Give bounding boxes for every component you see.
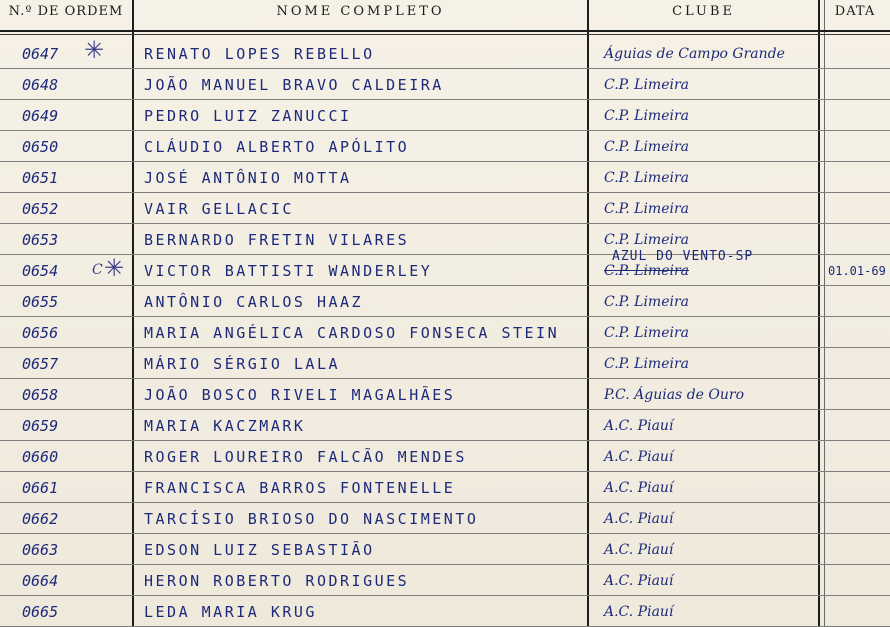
entry-number: 0662 xyxy=(22,510,59,528)
entry-number: 0664 xyxy=(22,572,59,590)
entry-number: 0655 xyxy=(22,293,59,311)
entry-name: MÁRIO SÉRGIO LALA xyxy=(144,355,341,373)
entry-name: VAIR GELLACIC xyxy=(144,200,294,218)
header-ordem: N.º DE ORDEM xyxy=(8,4,124,19)
entry-number: 0653 xyxy=(22,231,59,249)
row-rule xyxy=(0,502,890,503)
entry-club: A.C. Piauí xyxy=(604,418,674,434)
entry-number: 0658 xyxy=(22,386,59,404)
entry-name: HERON ROBERTO RODRIGUES xyxy=(144,572,410,590)
entry-club: C.P. Limeira xyxy=(604,294,689,310)
entry-name: BERNARDO FRETIN VILARES xyxy=(144,231,410,249)
entry-number: 0652 xyxy=(22,200,59,218)
row-rule xyxy=(0,440,890,441)
entry-number: 0661 xyxy=(22,479,59,497)
row-rule xyxy=(0,595,890,596)
row-rule xyxy=(0,130,890,131)
entry-number: 0649 xyxy=(22,107,59,125)
entry-number: 0659 xyxy=(22,417,59,435)
entry-date: 01.01-69 xyxy=(828,264,886,278)
row-rule xyxy=(0,316,890,317)
entry-name: FRANCISCA BARROS FONTENELLE xyxy=(144,479,456,497)
row-rule xyxy=(0,99,890,100)
row-rule xyxy=(0,68,890,69)
entry-number: 0665 xyxy=(22,603,59,621)
entry-name: RENATO LOPES REBELLO xyxy=(144,45,375,63)
entry-club: A.C. Piauí xyxy=(604,449,674,465)
entry-number: 0657 xyxy=(22,355,59,373)
club-overwrite-note: AZUL DO VENTO-SP xyxy=(612,249,754,264)
entry-number: 0660 xyxy=(22,448,59,466)
entry-number: 0651 xyxy=(22,169,59,187)
row-rule xyxy=(0,564,890,565)
entry-number: 0656 xyxy=(22,324,59,342)
entry-number: 0654 xyxy=(22,262,59,280)
entry-club: C.P. Limeira xyxy=(604,77,689,93)
entry-name: EDSON LUIZ SEBASTIÃO xyxy=(144,541,375,559)
entry-name: MARIA KACZMARK xyxy=(144,417,306,435)
entry-name: ROGER LOUREIRO FALCÃO MENDES xyxy=(144,448,467,466)
entry-club: A.C. Piauí xyxy=(604,604,674,620)
entry-club: A.C. Piauí xyxy=(604,480,674,496)
entry-club: P.C. Águias de Ouro xyxy=(604,387,745,403)
entry-club: C.P. Limeira xyxy=(604,356,689,372)
header-clube: CLUBE xyxy=(672,4,735,19)
entry-number: 0647 xyxy=(22,45,59,63)
entry-name: JOÃO BOSCO RIVELI MAGALHÃES xyxy=(144,386,456,404)
entry-club: A.C. Piauí xyxy=(604,542,674,558)
entry-club: A.C. Piauí xyxy=(604,511,674,527)
entry-name: LEDA MARIA KRUG xyxy=(144,603,317,621)
margin-mark: C xyxy=(92,262,103,278)
asterisk-star-icon: ✳ xyxy=(84,36,105,64)
row-rule xyxy=(0,409,890,410)
row-rule xyxy=(0,285,890,286)
entry-club: C.P. Limeira xyxy=(604,108,689,124)
entry-club: C.P. Limeira xyxy=(604,325,689,341)
row-rule xyxy=(0,347,890,348)
entry-name: VICTOR BATTISTI WANDERLEY xyxy=(144,262,433,280)
row-rule xyxy=(0,161,890,162)
entry-name: TARCÍSIO BRIOSO DO NASCIMENTO xyxy=(144,510,479,528)
entry-name: JOSÉ ANTÔNIO MOTTA xyxy=(144,169,352,187)
entry-club: C.P. Limeira xyxy=(604,232,689,248)
header-rule xyxy=(0,34,890,35)
header-nome: NOME COMPLETO xyxy=(276,4,445,19)
entry-club: C.P. Limeira xyxy=(604,170,689,186)
entry-club: Águias de Campo Grande xyxy=(604,46,785,62)
asterisk-star-icon: ✳ xyxy=(104,254,125,282)
entry-club: C.P. Limeira xyxy=(604,201,689,217)
header-rule xyxy=(0,30,890,32)
row-rule xyxy=(0,192,890,193)
row-rule xyxy=(0,254,890,255)
entry-club: A.C. Piauí xyxy=(604,573,674,589)
entry-name: MARIA ANGÉLICA CARDOSO FONSECA STEIN xyxy=(144,324,560,342)
entry-name: PEDRO LUIZ ZANUCCI xyxy=(144,107,352,125)
entry-name: JOÃO MANUEL BRAVO CALDEIRA xyxy=(144,76,444,94)
row-rule xyxy=(0,471,890,472)
header-data: DATA xyxy=(834,4,876,19)
row-rule xyxy=(0,378,890,379)
entry-name: CLÁUDIO ALBERTO APÓLITO xyxy=(144,138,410,156)
row-rule xyxy=(0,223,890,224)
entry-club: C.P. Limeira xyxy=(604,263,689,279)
entry-number: 0648 xyxy=(22,76,59,94)
entry-number: 0650 xyxy=(22,138,59,156)
row-rule xyxy=(0,533,890,534)
entry-number: 0663 xyxy=(22,541,59,559)
entry-club: C.P. Limeira xyxy=(604,139,689,155)
entry-name: ANTÔNIO CARLOS HAAZ xyxy=(144,293,364,311)
